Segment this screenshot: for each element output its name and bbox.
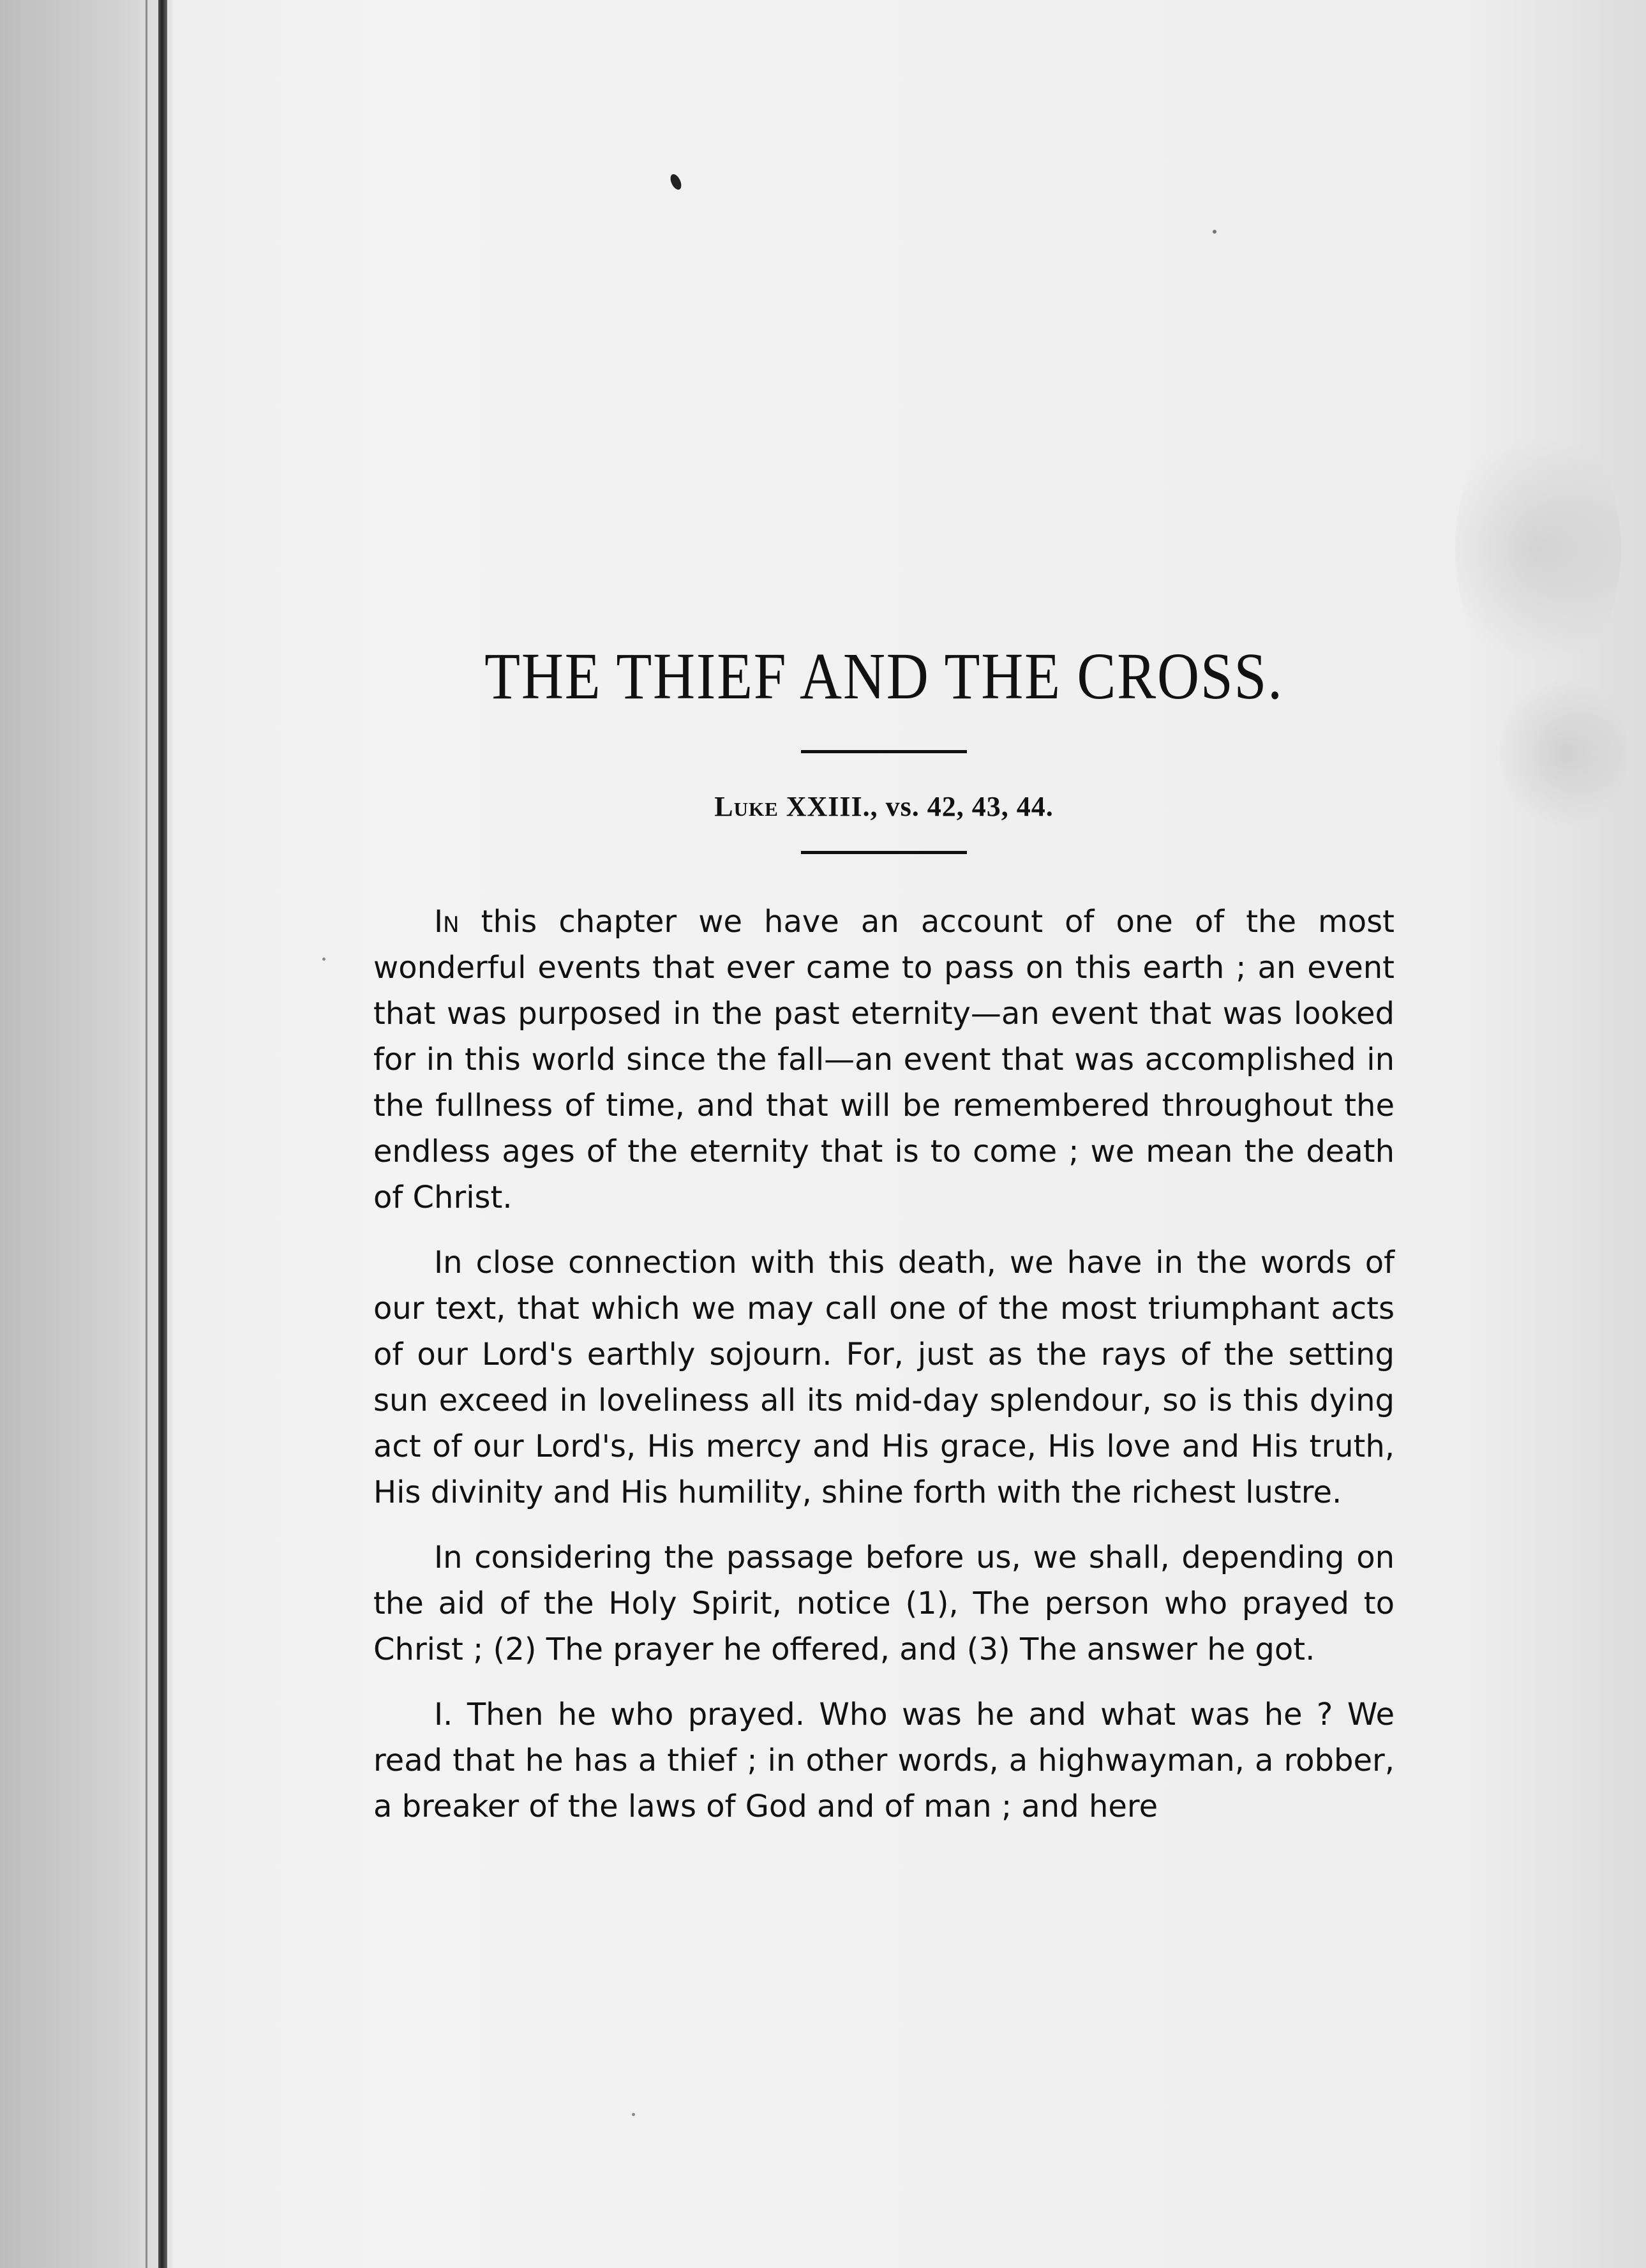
ink-speck [322,958,325,961]
reference-verses: XXIII., vs. 42, 43, 44. [778,791,1054,822]
page-title: THE THIEF AND THE CROSS. [484,640,1283,713]
paragraph-lead: In [434,904,460,940]
page-content [373,629,1395,1849]
binding-fold-line [158,0,167,2268]
title-rule [801,750,967,753]
page-edge-line [146,0,147,2268]
paper-stain [1500,670,1627,836]
paragraph [373,1692,1395,1829]
body-text [373,899,1395,1829]
paper-stain [1455,415,1621,683]
paragraph-text: In considering the passage before us, we shall, depending on the aid of the Holy Spirit, notice (1), The person who prayed to Christ ; (2) The prayer he offered, and (3) The answer he got. [373,1540,1395,1667]
ink-speck [632,2113,635,2116]
reference-rule [801,851,967,854]
paragraph-text: I. Then he who prayed. Who was he and what was he ? We read that he has a thief ; in other words, a highwayman, a robber, a breaker of the laws of God and of man ; and here [373,1697,1395,1824]
paragraph [373,1240,1395,1515]
reference-book-rest: uke [733,791,779,822]
ink-speck [1213,230,1216,234]
paragraph [373,1535,1395,1672]
paragraph [373,899,1395,1220]
scripture-reference [373,790,1395,823]
paragraph-text: this chapter we have an account of one of the most wonderful events that ever came to pass on this earth ; an event that was purposed in the past eternity—an event that was looked for in this world since the fall—an event that was accomplished in the fullness of time, and that will be remembered throughout the endless ages of the eternity that is to come ; we mean the death of Christ. [373,904,1395,1215]
ink-speck [668,172,684,191]
reference-book-initial: L [714,791,734,822]
paragraph-text: In close connection with this death, we have in the words of our text, that which we may call one of the most triumphant acts of our Lord's earthly sojourn. For, just as the rays of the setting sun exceed in loveliness all its mid-day splendour, so is this dying act of our Lord's, His mercy and His grace, His love and His truth, His divinity and His humility, shine forth with the richest lustre. [373,1245,1395,1510]
